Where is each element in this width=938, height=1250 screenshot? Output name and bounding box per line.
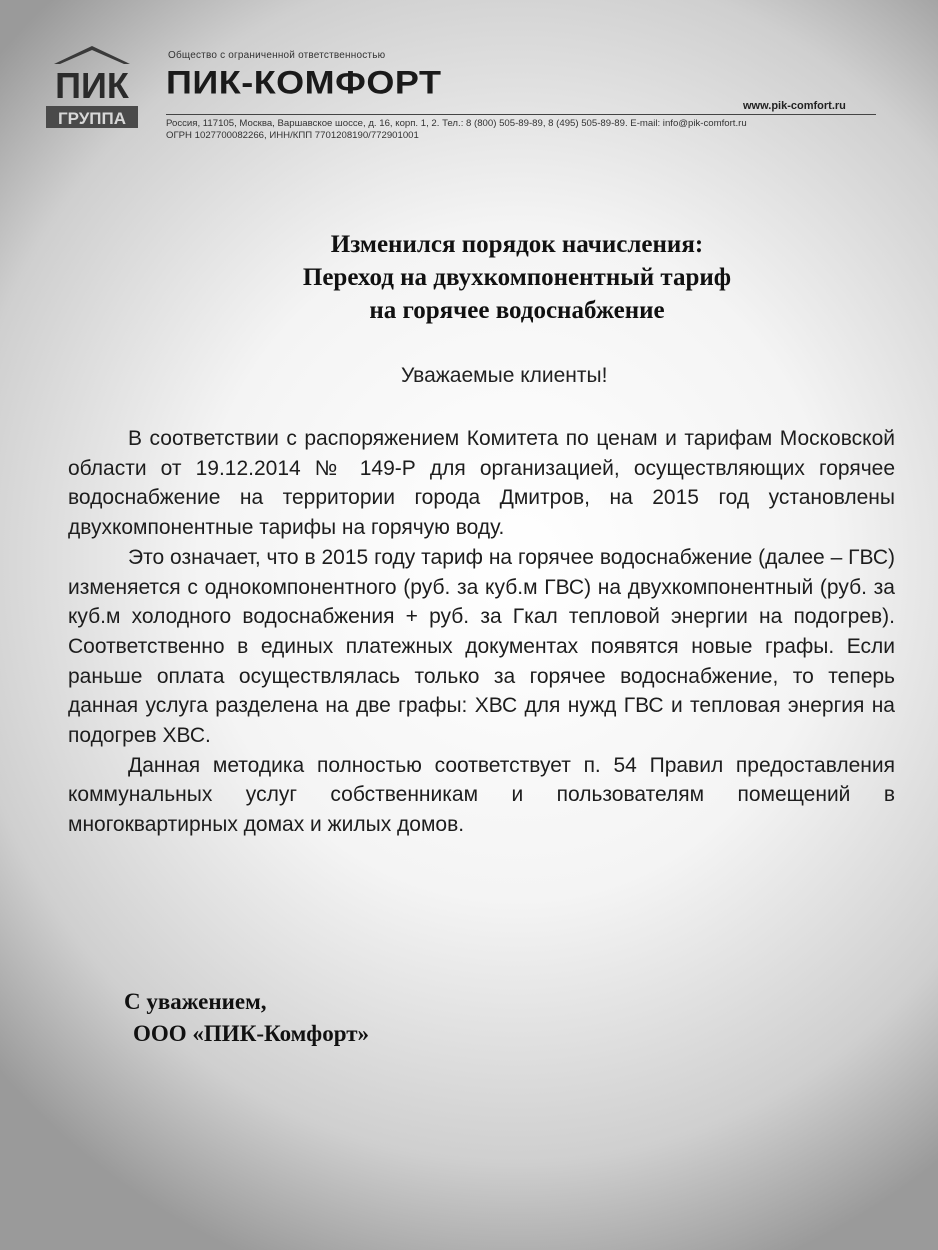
letter-body	[68, 424, 895, 840]
org-legal-form: Общество с ограниченной ответственностью	[168, 50, 386, 61]
title-line: Изменился порядок начисления:	[330, 231, 704, 258]
logo-brand-text: ПИК	[55, 65, 129, 106]
address-line: Россия, 117105, Москва, Варшавское шоссе, д. 16, корп. 1, 2. Тел.: 8 (800) 505-89-89, 8 (495) 505-89-89. E-mail: info@pik-comfort.ru	[166, 118, 747, 129]
registration-line: ОГРН 1027700082266, ИНН/КПП 7701208190/772901001	[166, 130, 419, 141]
title-line: Переход на двухкомпонентный тариф	[302, 264, 732, 291]
body-paragraph: В соответствии с распоряжением Комитета по ценам и тарифам Московской области от 19.12.2014 № 149-Р для организацией, осуществляющих горячее водоснабжение на территории города Дмитров, на 2015 год установлены двухкомпонентные тарифы на горячую воду.	[68, 427, 895, 540]
letterhead-divider	[166, 114, 876, 115]
letterhead-address-block	[166, 118, 747, 142]
pik-logo	[42, 44, 142, 134]
closing-phrase: С уважением,	[124, 989, 267, 1014]
title-line: на горячее водоснабжение	[369, 297, 665, 324]
logo-group-text: ГРУППА	[57, 109, 127, 128]
body-paragraph: Данная методика полностью соответствует п. 54 Правил предоставления коммунальных услуг собственникам и пользователям помещений в многоквартирных домах и жилых домов.	[68, 753, 895, 837]
signatory-company: ООО «ПИК-Комфорт»	[133, 1021, 369, 1046]
body-paragraph: Это означает, что в 2015 году тариф на горячее водоснабжение (далее – ГВС) изменяется с однокомпонентного (руб. за куб.м ГВС) на двухкомпонентный (руб. за куб.м холодного водоснабжения + руб. за Гкал тепловой энергии на подогрев). Соответственно в единых платежных документах появятся новые графы. Если раньше оплата осуществлялась только за горячее водоснабжение, то теперь данная услуга разделена на две графы: ХВС для нужд ГВС и тепловая энергия на подогрев ХВС.	[68, 545, 895, 748]
greeting: Уважаемые клиенты!	[401, 364, 608, 387]
signature-block	[124, 986, 369, 1050]
letter-title	[0, 228, 938, 327]
website-link: www.pik-comfort.ru	[743, 100, 846, 112]
org-name: ПИК-КОМФОРТ	[166, 64, 442, 101]
